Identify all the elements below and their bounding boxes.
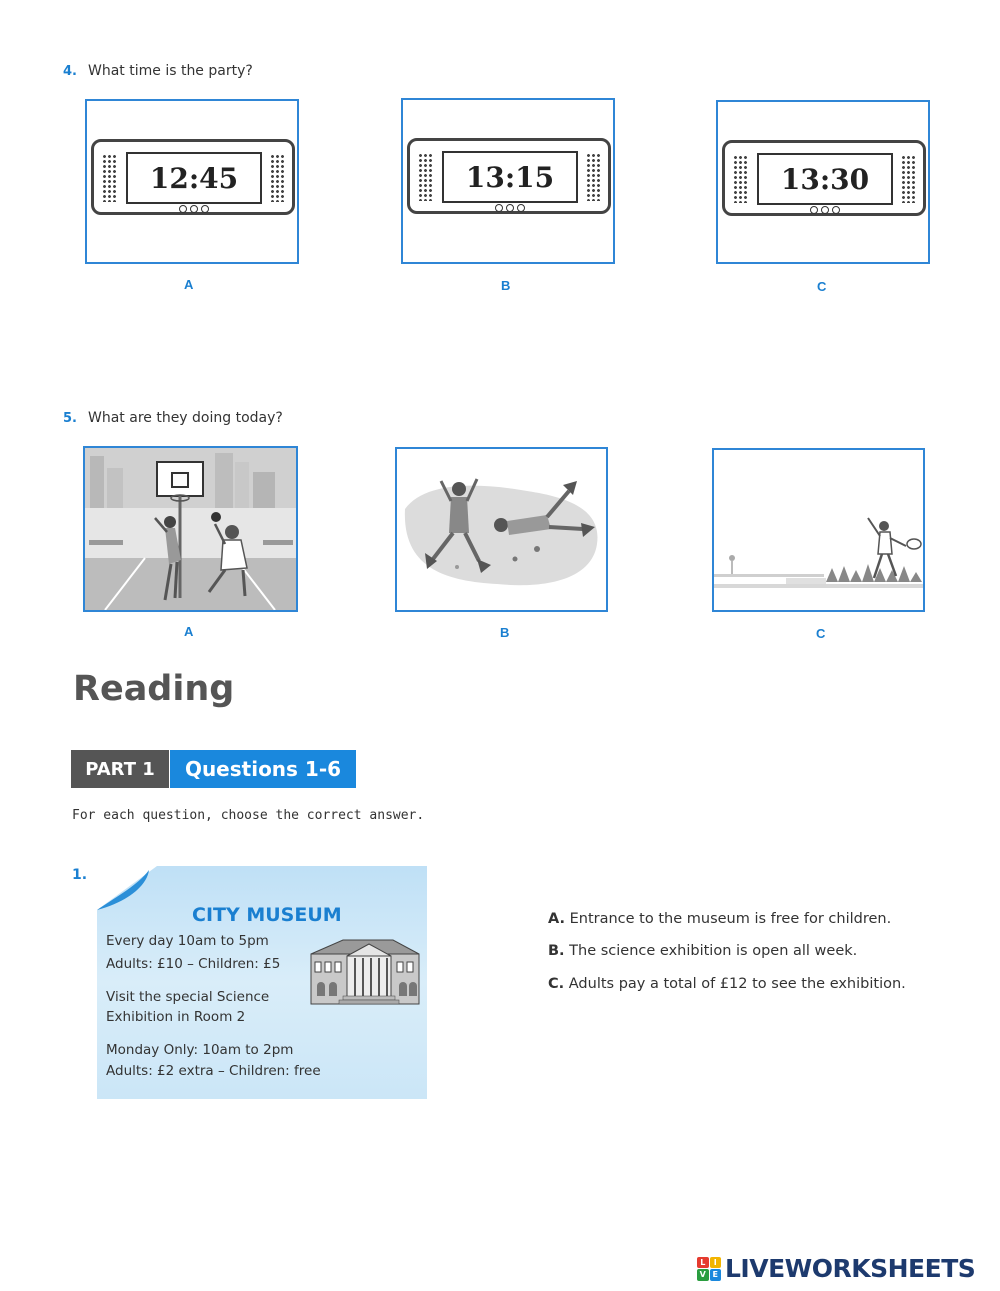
q5-number: 5. — [63, 411, 77, 426]
basketball-scene-icon — [85, 448, 296, 610]
q4-number: 4. — [63, 64, 77, 79]
answer-letter: C. — [548, 976, 565, 992]
logo-mark-icon — [697, 1257, 721, 1281]
speaker-icon — [270, 154, 284, 202]
q5-option-b-label: B — [500, 625, 510, 640]
q4-option-c-image[interactable] — [716, 100, 930, 264]
logo-mark-letter: I — [710, 1257, 722, 1269]
clock-display: 13:15 — [442, 151, 578, 203]
notice-line: Adults: £2 extra – Children: free — [106, 1063, 321, 1079]
clock-icon — [722, 140, 926, 216]
clock-buttons — [805, 206, 845, 216]
questions-label: Questions 1-6 — [170, 750, 356, 788]
speaker-icon — [102, 154, 116, 202]
instruction-text: For each question, choose the correct answer. — [72, 808, 425, 823]
answer-text: Entrance to the museum is free for children. — [569, 911, 892, 927]
page-curl-icon — [97, 866, 157, 910]
snorkelling-scene-icon — [397, 449, 606, 610]
q5-option-c-label: C — [816, 626, 826, 641]
notice-line: Adults: £10 – Children: £5 — [106, 956, 281, 972]
speaker-icon — [586, 153, 600, 201]
q4-option-b-image[interactable] — [401, 98, 615, 264]
liveworksheets-logo — [697, 1254, 975, 1283]
q4-option-b-label: B — [501, 278, 511, 293]
q5-option-c-image[interactable] — [712, 448, 925, 612]
notice-line: Exhibition in Room 2 — [106, 1009, 246, 1025]
q1-answer-c[interactable] — [548, 976, 906, 992]
q4-question: What time is the party? — [88, 63, 253, 79]
q5-option-a-image[interactable] — [83, 446, 298, 612]
notice-line: Visit the special Science — [106, 989, 270, 1005]
answer-letter: A. — [548, 911, 565, 927]
logo-mark-letter: V — [697, 1269, 709, 1281]
speaker-icon — [418, 153, 432, 201]
q1-number: 1. — [72, 867, 88, 883]
q4-option-a-image[interactable] — [85, 99, 299, 264]
q5-question: What are they doing today? — [88, 410, 283, 426]
clock-buttons — [490, 204, 530, 214]
clock-icon — [91, 139, 295, 215]
clock-display: 13:30 — [757, 153, 893, 205]
answer-letter: B. — [548, 943, 565, 959]
logo-text: LIVEWORKSHEETS — [725, 1254, 976, 1283]
q4-option-a-label: A — [184, 277, 194, 292]
q4-option-c-label: C — [817, 279, 827, 294]
logo-mark-letter: E — [710, 1269, 722, 1281]
speaker-icon — [733, 155, 747, 203]
tennis-scene-icon — [714, 450, 923, 610]
clock-display: 12:45 — [126, 152, 262, 204]
part-label: PART 1 — [71, 750, 169, 788]
logo-mark-letter: L — [697, 1257, 709, 1269]
museum-building-icon — [303, 936, 425, 1008]
museum-notice — [97, 866, 427, 1099]
section-title: Reading — [73, 669, 235, 709]
notice-line: Monday Only: 10am to 2pm — [106, 1042, 294, 1058]
clock-icon — [407, 138, 611, 214]
clock-buttons — [174, 205, 214, 215]
q5-option-a-label: A — [184, 624, 194, 639]
q5-option-b-image[interactable] — [395, 447, 608, 612]
answer-text: The science exhibition is open all week. — [569, 943, 858, 959]
q1-answer-b[interactable] — [548, 943, 857, 959]
notice-line: Every day 10am to 5pm — [106, 933, 269, 949]
answer-text: Adults pay a total of £12 to see the exhibition. — [568, 976, 906, 992]
q1-answer-a[interactable] — [548, 911, 891, 927]
notice-title: CITY MUSEUM — [192, 904, 342, 926]
speaker-icon — [901, 155, 915, 203]
